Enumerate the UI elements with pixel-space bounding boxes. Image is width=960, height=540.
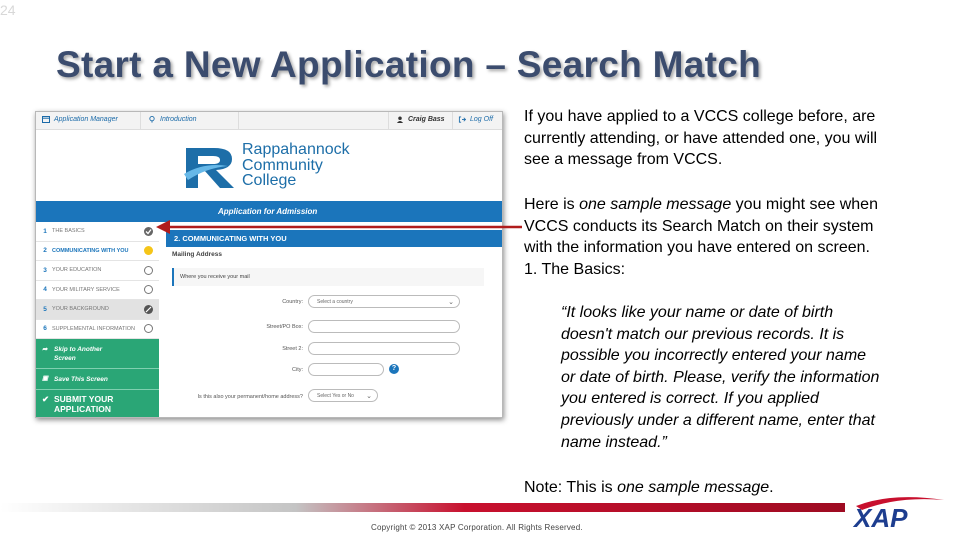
step-number: 2 <box>43 247 47 255</box>
sample-message-quote <box>561 302 879 453</box>
user-menu[interactable] <box>396 116 445 123</box>
submit-application-button[interactable] <box>36 390 159 418</box>
application-manager-label: Application Manager <box>54 116 118 123</box>
sample-post: you might see when <box>731 196 878 213</box>
chevron-down-icon: ⌄ <box>448 299 454 306</box>
lightbulb-icon <box>148 116 156 123</box>
empty-circle-icon <box>144 324 153 333</box>
quote-line: possible you incorrectly entered your name <box>561 347 867 365</box>
sample-emphasis: one sample message <box>579 196 732 213</box>
sidebar-item-education[interactable] <box>36 261 159 281</box>
intro-line: If you have applied to a VCCS college before, are <box>524 108 876 125</box>
slide-title: Start a New Application – Search Match <box>56 44 761 85</box>
skip-screen-button[interactable] <box>36 339 159 369</box>
skip-label-line1: Skip to Another <box>54 346 103 353</box>
sidebar-item-the-basics[interactable] <box>36 222 159 242</box>
street-label: Street/PO Box: <box>266 324 303 330</box>
empty-circle-icon <box>144 266 153 275</box>
step-label: THE BASICS <box>52 228 85 235</box>
city-input[interactable] <box>308 363 384 376</box>
step-label: YOUR BACKGROUND <box>52 306 109 313</box>
skip-label-line2: Screen <box>54 355 76 362</box>
note-paragraph <box>524 477 774 499</box>
step-label: SUPPLEMENTAL INFORMATION <box>52 325 136 332</box>
submit-label-line1: SUBMIT YOUR <box>54 394 114 404</box>
footer-bar <box>0 503 845 512</box>
country-select[interactable] <box>308 295 460 308</box>
step-number: 4 <box>43 286 47 294</box>
permanent-address-label: Is this also your permanent/home address? <box>197 394 303 400</box>
city-label: City: <box>292 367 303 373</box>
quote-line: doesn't match our previous records. It is <box>561 325 845 343</box>
step-label: YOUR MILITARY SERVICE <box>52 286 120 293</box>
logoff-link[interactable] <box>458 116 493 123</box>
logoff-label: Log Off <box>470 116 493 123</box>
college-logo <box>184 142 364 194</box>
share-arrow-icon: ➦ <box>42 346 48 353</box>
save-icon: ▣ <box>42 375 49 382</box>
sidebar-item-supplemental[interactable] <box>36 320 159 340</box>
sidebar-item-military[interactable] <box>36 281 159 301</box>
window-icon <box>42 116 50 123</box>
logout-icon <box>458 116 466 123</box>
street-input[interactable] <box>308 320 460 333</box>
pointer-arrow <box>156 219 522 235</box>
intro-line: currently attending, or have attended one, you will <box>524 129 878 147</box>
app-topbar <box>36 112 502 130</box>
sidebar-item-background[interactable] <box>36 300 159 320</box>
intro-line: see a message from VCCS. <box>524 151 723 169</box>
step-number: 6 <box>43 325 47 333</box>
quote-line: you entered is correct. If you applied <box>561 390 819 408</box>
save-screen-button[interactable] <box>36 369 159 390</box>
introduction-link[interactable] <box>148 116 197 123</box>
permanent-address-select[interactable] <box>308 389 378 402</box>
quote-line: previously under a different name, enter that <box>561 411 875 429</box>
note-pre: Note: This is <box>524 479 618 496</box>
xap-logo-text: XAP <box>854 503 908 530</box>
save-label: Save This Screen <box>54 376 108 383</box>
user-icon <box>396 116 404 123</box>
college-name-line1: Rappahannock <box>242 141 350 158</box>
sidebar-item-communicating[interactable] <box>36 242 159 262</box>
step-number: 5 <box>43 305 47 313</box>
introduction-label: Introduction <box>160 116 197 123</box>
application-screenshot <box>35 111 503 418</box>
college-name <box>242 142 350 189</box>
step-label: COMMUNICATING WITH YOU <box>52 247 129 254</box>
country-label: Country: <box>282 299 303 305</box>
college-name-line2: Community <box>242 156 323 174</box>
note-emphasis: one sample message <box>617 479 770 496</box>
slide-number: 24 <box>0 2 16 18</box>
sample-line: VCCS conducts its Search Match on their system <box>524 217 874 235</box>
current-step-icon <box>144 246 153 255</box>
section-header-text: 2. COMMUNICATING WITH YOU <box>174 234 287 243</box>
banner-text: Application for Admission <box>218 207 318 216</box>
quote-line: name instead.” <box>561 433 667 451</box>
street2-label: Street 2: <box>282 346 303 352</box>
application-manager-link[interactable] <box>42 116 118 123</box>
sample-line-first <box>524 194 878 216</box>
sample-line: with the information you have entered on screen. <box>524 239 870 257</box>
step-number: 1 <box>43 227 47 235</box>
intro-paragraph <box>524 106 877 171</box>
chevron-down-icon: ⌄ <box>366 393 372 400</box>
note-post: . <box>769 479 774 496</box>
step-label: YOUR EDUCATION <box>52 267 102 274</box>
empty-circle-icon <box>144 285 153 294</box>
submit-label-line2: APPLICATION <box>54 404 111 414</box>
college-logo-mark <box>184 144 240 190</box>
help-icon[interactable]: ? <box>389 364 399 374</box>
mailing-hint: Where you receive your mail <box>172 268 484 286</box>
college-name-line3: College <box>242 172 297 189</box>
quote-line: or date of birth. Please, verify the information <box>561 368 880 386</box>
sample-paragraph <box>524 194 878 280</box>
blocked-icon <box>144 305 153 314</box>
copyright-notice: Copyright © 2013 XAP Corporation. All Rights Reserved. <box>371 523 583 532</box>
sample-line: 1. The Basics: <box>524 260 626 278</box>
permanent-select-value: Select Yes or No <box>317 393 354 399</box>
checkmark-icon: ✔ <box>42 394 50 404</box>
application-sidebar <box>36 222 159 417</box>
xap-logo <box>852 494 948 530</box>
user-name: Craig Bass <box>408 116 445 123</box>
country-select-value: Select a country <box>317 299 353 305</box>
check-circle-icon <box>144 227 153 236</box>
quote-line: “It looks like your name or date of birth <box>561 304 834 321</box>
sample-pre: Here is <box>524 196 580 213</box>
mailing-address-heading: Mailing Address <box>172 251 222 258</box>
street2-input[interactable] <box>308 342 460 355</box>
step-number: 3 <box>43 266 47 274</box>
